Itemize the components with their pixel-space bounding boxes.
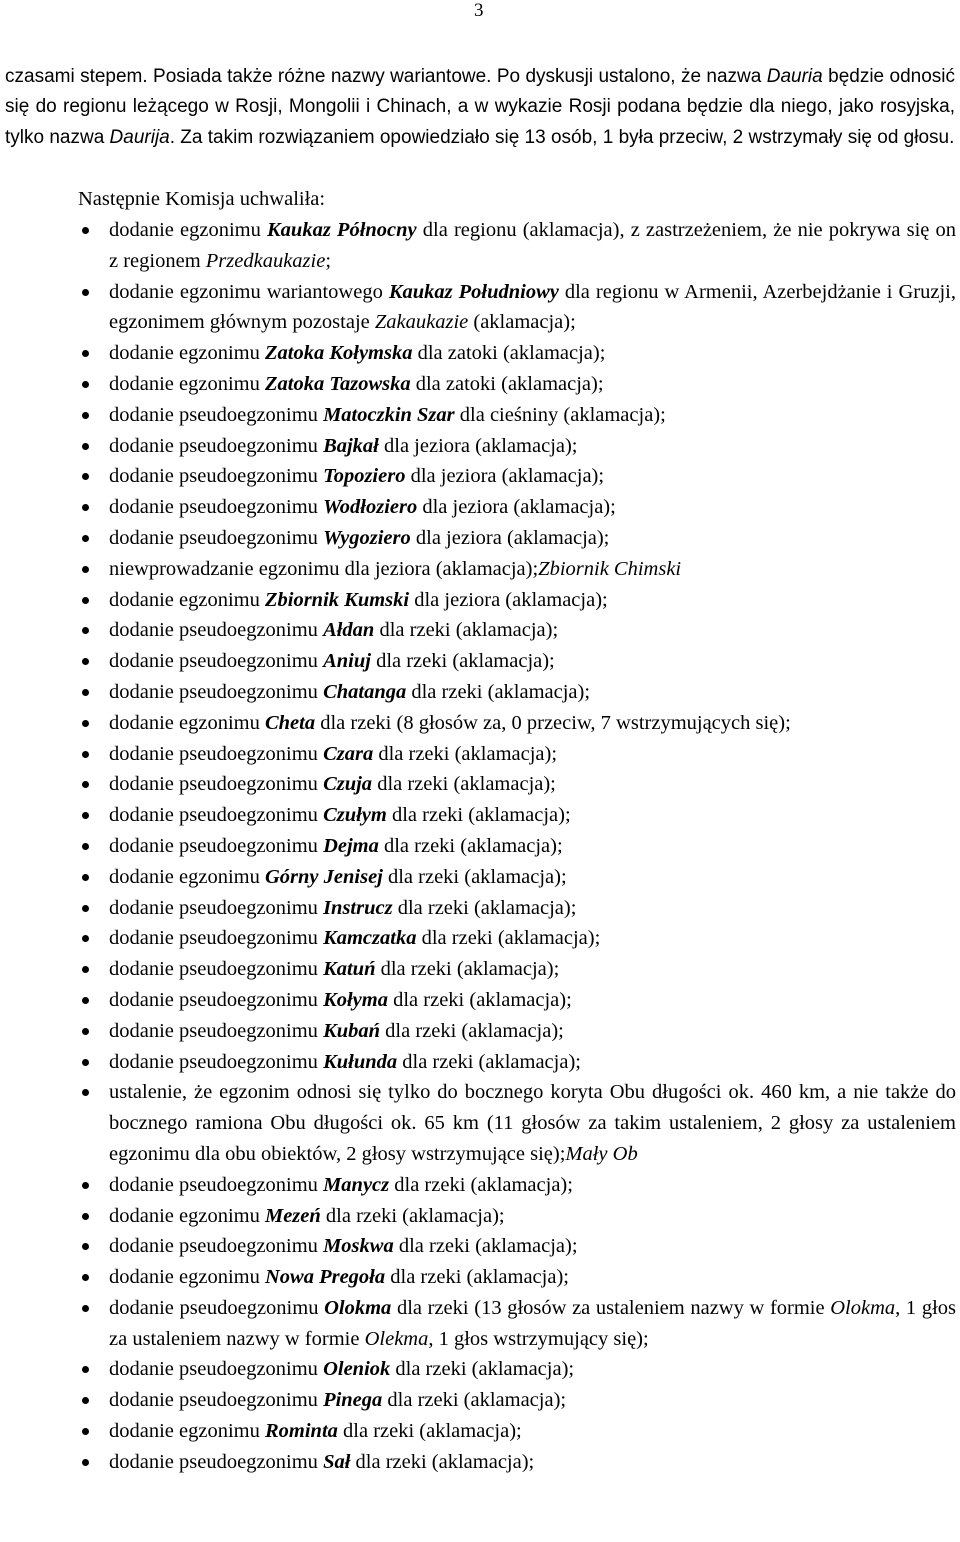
item-italic-name: Zbiornik Chimski	[538, 557, 682, 580]
list-item	[0, 1077, 956, 1169]
list-item	[0, 1016, 956, 1047]
item-text: dla jeziora (aklamacja);	[409, 588, 608, 611]
item-name: Aniuj	[323, 650, 371, 673]
resolution-lead: Następnie Komisja uchwaliła:	[78, 188, 326, 210]
item-text: dodanie pseudoegzonimu	[109, 773, 324, 796]
item-name: Kułunda	[323, 1050, 398, 1073]
item-name: Bajkał	[323, 434, 379, 457]
list-item	[0, 523, 956, 554]
list-item	[0, 1047, 956, 1078]
item-text: dla jeziora (aklamacja);	[417, 496, 616, 519]
item-text: dla rzeki (aklamacja);	[392, 896, 577, 919]
item-text: dla rzeki (aklamacja);	[393, 1235, 578, 1258]
list-item	[0, 1385, 956, 1416]
item-name: Moskwa	[323, 1235, 394, 1258]
list-item	[0, 1447, 956, 1478]
item-text: dodanie pseudoegzonimu	[109, 834, 324, 857]
item-name: Czara	[323, 742, 374, 765]
list-item	[0, 985, 956, 1016]
item-name: Czuja	[323, 773, 373, 796]
item-text: dodanie pseudoegzonimu	[109, 896, 324, 919]
item-name: Kaukaz Południowy	[388, 280, 559, 303]
item-name: Zbiornik Kumski	[264, 588, 410, 611]
intro-text: będzie odnosić się do regionu leżącego w Rosji, Mongolii i Chinach, a w wykazie Rosji podana będzie dla niego, jako rosyjska, tylko nazwa	[5, 66, 955, 148]
item-name: Górny Jenisej	[264, 865, 383, 888]
item-text: dla jeziora (aklamacja);	[410, 526, 610, 549]
item-name: Mezeń	[264, 1204, 321, 1227]
item-text: dodanie pseudoegzonimu	[109, 465, 324, 488]
item-name: Ałdan	[323, 619, 375, 642]
list-item	[0, 492, 956, 523]
item-text: dla rzeki (aklamacja);	[375, 958, 560, 981]
item-italic-name: Przedkaukazie	[205, 249, 326, 272]
item-italic-name: Mały Ob	[565, 1142, 638, 1165]
item-name: Cheta	[264, 711, 316, 734]
item-text: dla rzeki (aklamacja);	[387, 988, 572, 1011]
item-text: dla rzeki (aklamacja);	[350, 1450, 535, 1473]
item-text: dodanie pseudoegzonimu	[109, 650, 324, 673]
list-item	[0, 1416, 956, 1447]
item-text: odnosi się tylko do bocznego koryta Obu długości ok. 460 km, a nie także do bocznego ramiona Obu długości ok. 65 km (11 głosów za takim ustaleniem, 2 głosy za ustaleniem egzonimu dla obu obiektów, 2 głosy wstrzymujące się);	[109, 1081, 956, 1165]
item-name: Oleniok	[323, 1358, 391, 1381]
item-name: Rominta	[264, 1420, 338, 1443]
list-item	[0, 893, 956, 924]
item-text: dla rzeki (aklamacja);	[406, 680, 591, 703]
item-text: niewprowadzanie egzonimu	[109, 557, 345, 580]
item-italic-name: Zakaukazie	[374, 311, 469, 334]
item-text: dodanie pseudoegzonimu	[109, 1296, 325, 1319]
item-text: dodanie pseudoegzonimu	[109, 958, 324, 981]
list-item	[0, 461, 956, 492]
item-text: ;	[325, 249, 332, 272]
item-text: dodanie egzonimu	[109, 1204, 265, 1227]
item-name: Katuń	[323, 958, 376, 981]
list-item	[0, 1354, 956, 1385]
item-name: Kołyma	[323, 988, 388, 1011]
list-item	[0, 400, 956, 431]
list-item	[0, 615, 956, 646]
resolution-list	[0, 215, 956, 1478]
item-text: dla jeziora (aklamacja);	[344, 557, 539, 580]
list-item	[0, 739, 956, 770]
item-text: dodanie egzonimu	[109, 865, 265, 888]
item-name: Topoziero	[323, 465, 406, 488]
item-text: dodanie pseudoegzonimu	[109, 526, 324, 549]
item-name: Manycz	[323, 1173, 390, 1196]
intro-text: . Za takim rozwiązaniem opowiedziało się 13 osób, 1 była przeciw, 2 wstrzymały się od głosu.	[169, 126, 955, 148]
item-text: dodanie egzonimu	[109, 342, 265, 365]
item-text: ustalenie, że egzonim	[109, 1081, 297, 1104]
item-name: Zatoka Kołymska	[264, 342, 413, 365]
item-text: dla rzeki (aklamacja);	[370, 650, 555, 673]
item-text: dodanie egzonimu	[109, 711, 265, 734]
item-text: dla rzeki (13 głosów za ustaleniem nazwy w formie	[391, 1296, 831, 1319]
item-name: Wodłoziero	[323, 496, 418, 519]
list-item	[0, 954, 956, 985]
list-item	[0, 708, 956, 739]
item-name: Kamczatka	[323, 927, 417, 950]
item-name: Instrucz	[323, 896, 393, 919]
item-text: dla rzeki (8 głosów za, 0 przeciw, 7 wstrzymujących się);	[315, 711, 791, 734]
item-text: dla rzeki (aklamacja);	[385, 1266, 569, 1289]
item-name: Sał	[323, 1450, 351, 1473]
item-name: Kaukaz Północny	[267, 219, 417, 241]
item-name: Wygoziero	[323, 526, 411, 549]
item-text: dla regionu w Armenii, Azerbejdżanie i Gruzji, egzonimem głównym pozostaje	[109, 280, 956, 334]
item-text: dodanie pseudoegzonimu	[109, 1450, 324, 1473]
item-name: Zatoka Tazowska	[264, 372, 411, 395]
item-text: dodanie egzonimu	[109, 219, 267, 241]
list-item	[0, 431, 956, 462]
item-text: dla rzeki (aklamacja);	[382, 1389, 567, 1412]
list-item	[0, 338, 956, 369]
item-name: Kubań	[323, 1019, 381, 1042]
item-text: dodanie pseudoegzonimu	[109, 804, 324, 827]
item-text: dodanie pseudoegzonimu	[109, 1019, 324, 1042]
item-text: dodanie pseudoegzonimu	[109, 988, 324, 1011]
list-item	[0, 769, 956, 800]
item-text: dla rzeki (aklamacja);	[416, 927, 601, 950]
item-text: dla rzeki (aklamacja);	[397, 1050, 581, 1073]
list-item	[0, 862, 956, 893]
list-item	[0, 831, 956, 862]
item-text: dodanie egzonimu	[109, 588, 265, 611]
list-item	[0, 585, 956, 616]
item-text: dodanie pseudoegzonimu	[109, 403, 324, 426]
intro-text: czasami stepem. Posiada także różne nazwy wariantowe. Po dyskusji ustalono, że nazwa	[5, 66, 767, 87]
list-item	[0, 554, 956, 585]
item-text: dla rzeki (aklamacja);	[378, 834, 563, 857]
item-text: , 1 głos wstrzymujący się);	[428, 1327, 649, 1350]
intro-name-daurija: Daurija	[109, 126, 170, 148]
item-text: dodanie pseudoegzonimu	[109, 927, 324, 950]
intro-name-dauria: Dauria	[766, 66, 823, 87]
item-italic-name: Olokma	[830, 1296, 896, 1319]
item-name: Chatanga	[323, 680, 407, 703]
list-item	[0, 1231, 956, 1262]
item-text: dodanie pseudoegzonimu	[109, 1173, 324, 1196]
list-item	[0, 1201, 956, 1232]
item-text: dla rzeki (aklamacja);	[320, 1204, 505, 1227]
item-text: dla cieśniny (aklamacja);	[454, 403, 666, 426]
page-number: 3	[474, 0, 484, 21]
item-text: dodanie pseudoegzonimu	[109, 1235, 324, 1258]
list-item	[0, 1293, 956, 1355]
list-item	[0, 1262, 956, 1293]
item-name: Nowa Pregoła	[264, 1266, 386, 1289]
item-text: dla zatoki (aklamacja);	[410, 372, 604, 395]
list-item	[0, 677, 956, 708]
item-name: Pinega	[323, 1389, 383, 1412]
list-item	[0, 923, 956, 954]
item-text: dla rzeki (aklamacja);	[374, 619, 559, 642]
item-text: dla jeziora (aklamacja);	[405, 465, 605, 488]
item-text: dla rzeki (aklamacja);	[380, 1019, 564, 1042]
list-item	[0, 800, 956, 831]
item-text: dla rzeki (aklamacja);	[337, 1420, 522, 1443]
list-item	[0, 1170, 956, 1201]
item-text: dodanie egzonimu wariantowego	[109, 280, 389, 303]
list-item	[0, 369, 956, 400]
list-item	[0, 646, 956, 677]
item-name: Olokma	[324, 1296, 392, 1319]
item-italic-name: Olekma	[364, 1327, 429, 1350]
item-text: dla rzeki (aklamacja);	[372, 773, 556, 796]
item-text: dodanie egzonimu	[109, 1420, 265, 1443]
item-text: dodanie pseudoegzonimu	[109, 680, 324, 703]
intro-paragraph	[5, 62, 955, 153]
item-text: dodanie pseudoegzonimu	[109, 1389, 324, 1412]
item-text: dodanie pseudoegzonimu	[109, 496, 324, 519]
item-name: Czułym	[323, 804, 387, 827]
item-text: (aklamacja);	[468, 311, 576, 334]
item-text: dodanie pseudoegzonimu	[109, 742, 324, 765]
item-text: dodanie pseudoegzonimu	[109, 619, 324, 642]
item-text: dodanie egzonimu	[109, 1266, 265, 1289]
item-text: dla rzeki (aklamacja);	[390, 1358, 575, 1381]
item-text: dodanie egzonimu	[109, 372, 265, 395]
item-text: dodanie pseudoegzonimu	[109, 1050, 324, 1073]
item-text: dla rzeki (aklamacja);	[386, 804, 571, 827]
item-text: dla jeziora (aklamacja);	[378, 434, 578, 457]
item-text: dla regionu (aklamacja), z zastrzeżeniem, że nie pokrywa się on z regionem	[109, 219, 957, 272]
item-name: Matoczkin Szar	[323, 403, 455, 426]
list-item	[0, 277, 956, 339]
item-text: dla zatoki (aklamacja);	[412, 342, 606, 365]
item-text: dla rzeki (aklamacja);	[389, 1173, 573, 1196]
item-text: dla rzeki (aklamacja);	[373, 742, 558, 765]
item-text: dodanie pseudoegzonimu	[109, 434, 324, 457]
item-name: Dejma	[323, 834, 379, 857]
list-item	[0, 215, 956, 277]
item-text: dla rzeki (aklamacja);	[382, 865, 567, 888]
item-text: dodanie pseudoegzonimu	[109, 1358, 324, 1381]
item-text: , 1 głos za ustaleniem nazwy w formie	[109, 1296, 956, 1350]
